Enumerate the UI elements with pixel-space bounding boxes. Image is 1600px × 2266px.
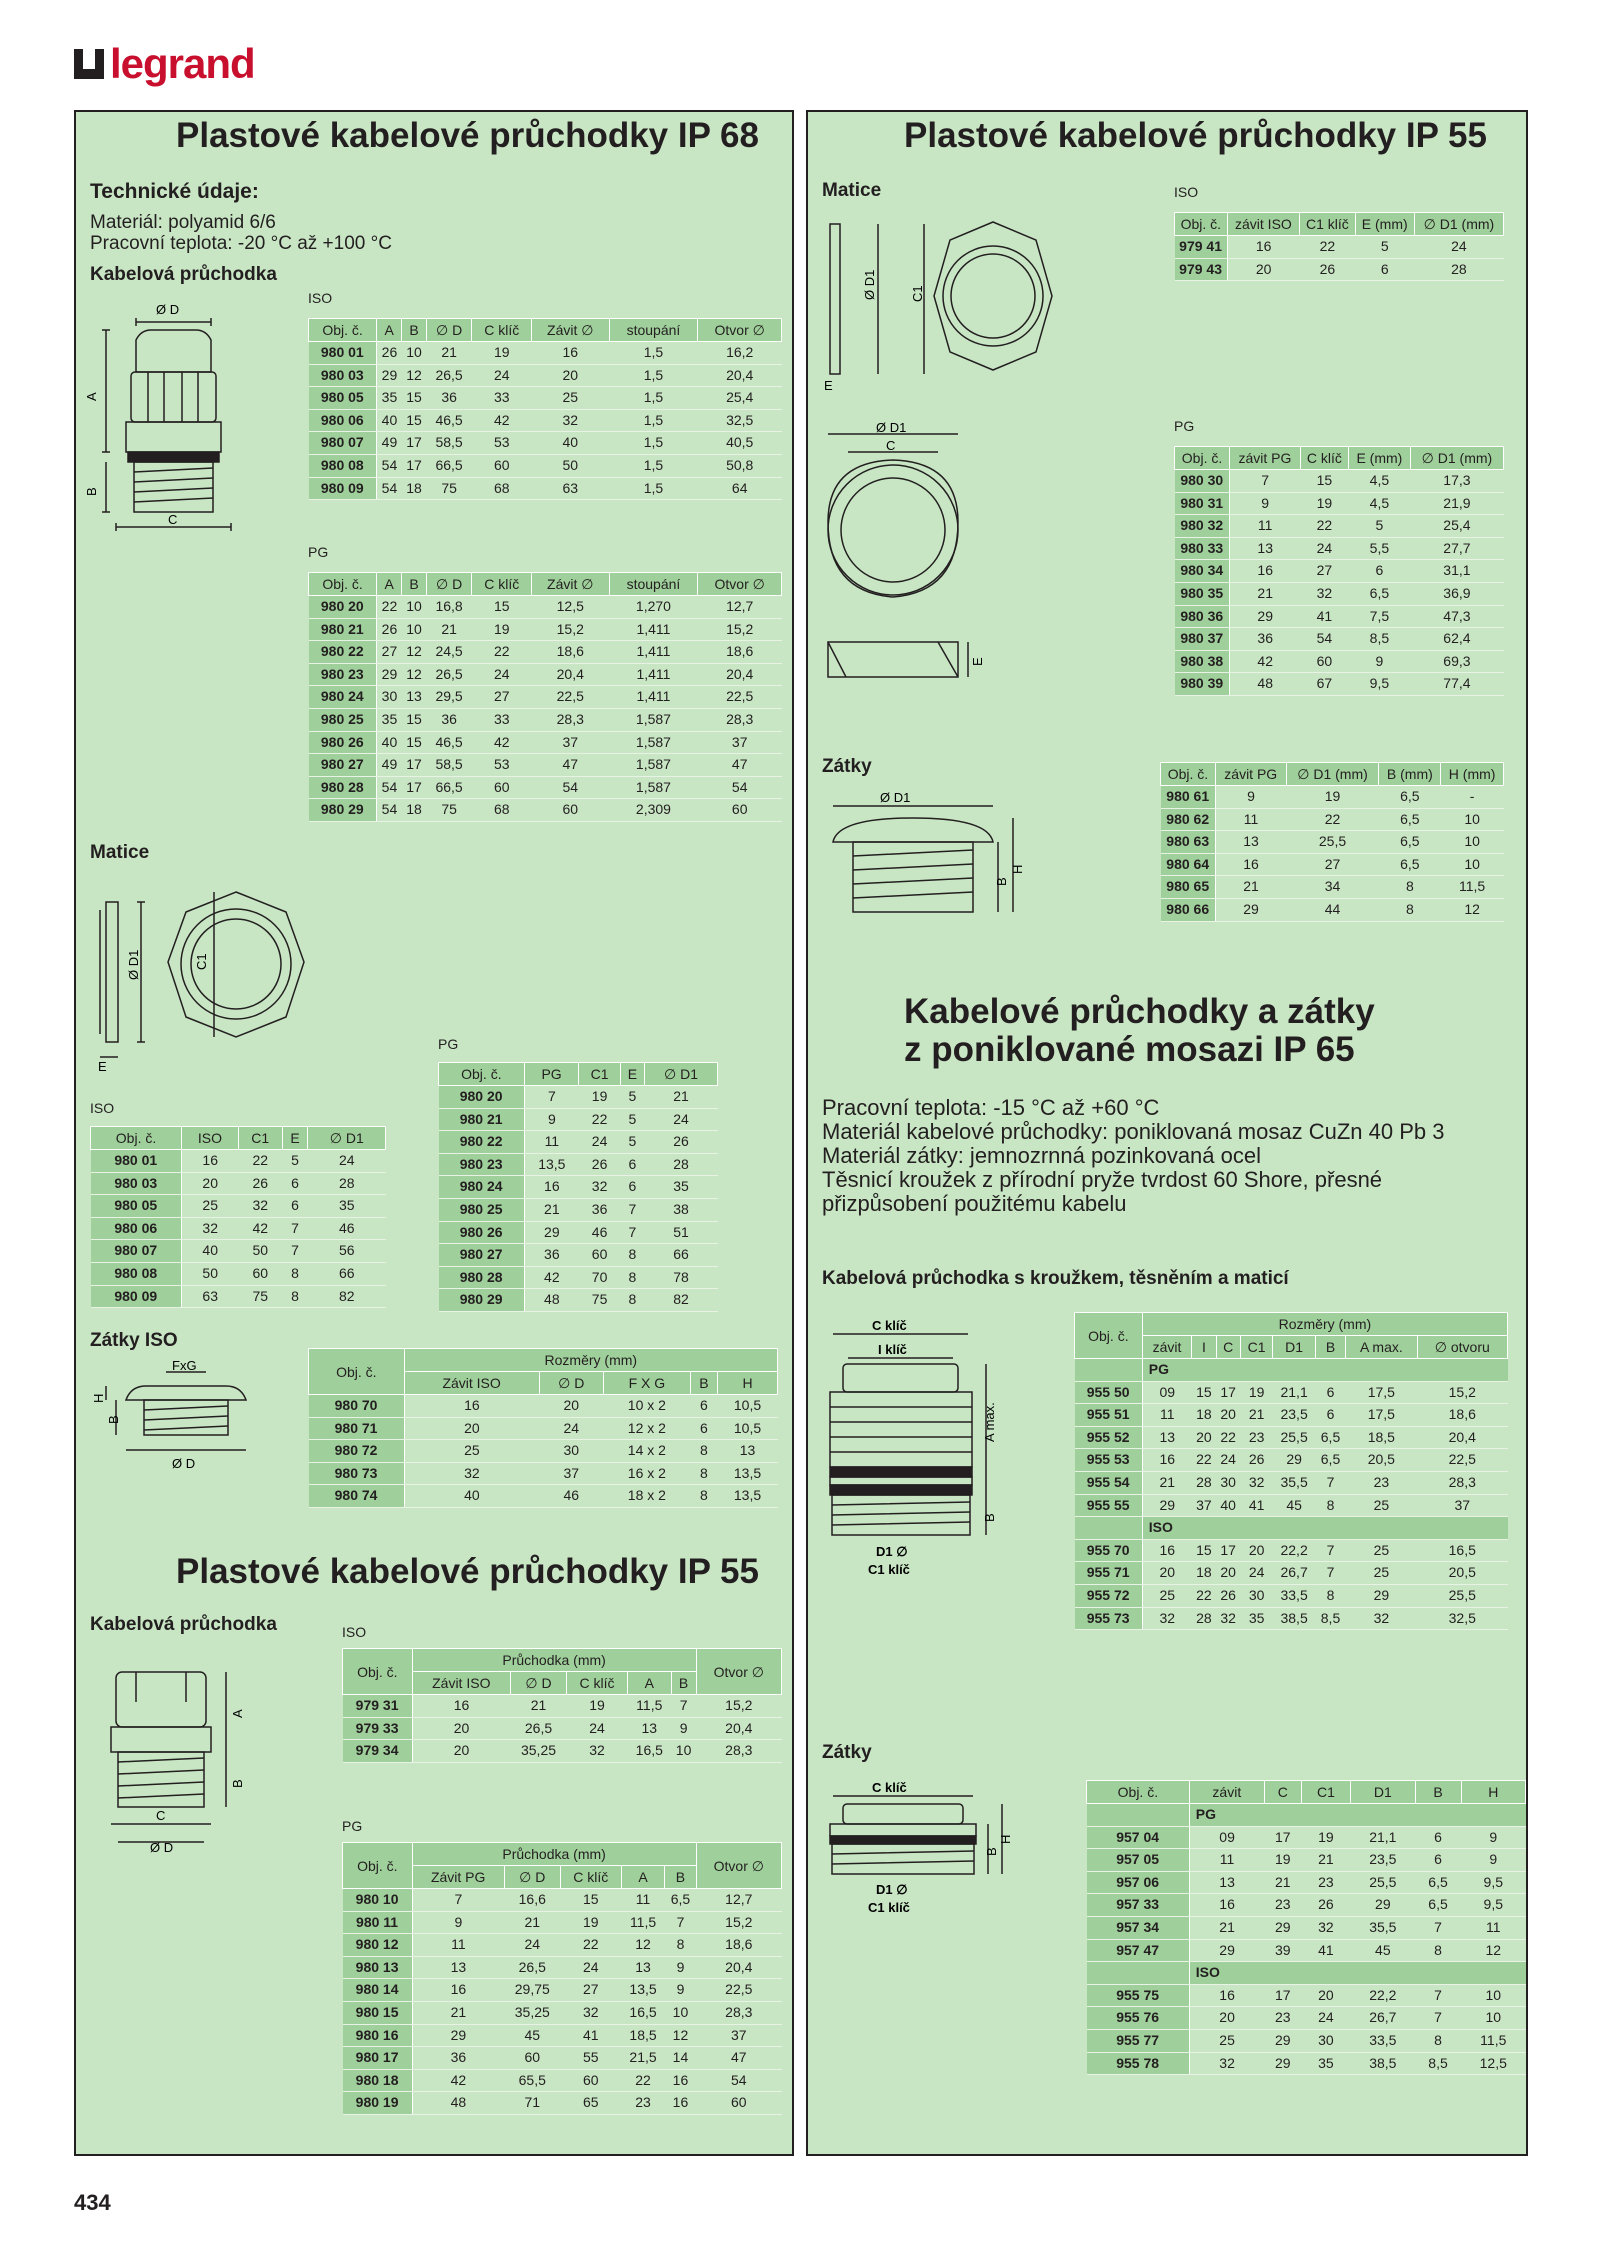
right-dim-c1: C1 (910, 285, 925, 302)
brass-p5: přizpůsobení použitému kabelu (822, 1191, 1127, 1216)
table-row: 980 28 42 70 8 78 (439, 1266, 718, 1289)
pg-nut-c: C (886, 438, 896, 453)
table-row: 980 71 20 24 12 x 2 6 10,5 (309, 1417, 778, 1440)
table-row: 955 70 16 15 17 20 22,2 7 25 16,5 (1075, 1539, 1508, 1562)
brass-p1: Pracovní teplota: -15 °C až +60 °C (822, 1095, 1160, 1120)
table-row: 980 26 40 15 46,5 42 37 1,587 37 (309, 731, 782, 754)
page-number: 434 (74, 2190, 111, 2215)
table-row: 980 38 42 60 9 69,3 (1175, 650, 1504, 673)
material-text: Materiál: polyamid 6/6 (90, 212, 276, 233)
table-row: 957 04 09 17 19 21,1 6 9 (1087, 1826, 1526, 1849)
table-row: 980 07 40 50 7 56 (91, 1240, 386, 1263)
nut-iso-label: ISO (90, 1100, 115, 1116)
table-row: 980 01 26 10 21 19 16 1,5 16,2 (309, 342, 782, 365)
plug-iso-table: Obj. č. Rozměry (mm) Závit ISO ∅ D F X G B H 980 70 16 20 10 x 2 6 10,5 980 71 20 24 12 x 2 6 10,5 980 72 25 30 14 x 2 8 13 980 73 32 37 16 x 2 8 13,5 980 74 40 46 18 x 2 8 13,5 (308, 1348, 778, 1508)
pg-nut-e: E (970, 657, 985, 666)
table-row: 980 21 9 22 5 24 (439, 1108, 718, 1131)
ip55-gland-heading: Kabelová průchodka (90, 1614, 277, 1635)
table-row: 980 26 29 46 7 51 (439, 1221, 718, 1244)
table-row: 980 29 54 18 75 68 60 2,309 60 (309, 799, 782, 822)
table-row: 980 27 49 17 58,5 53 47 1,587 47 (309, 754, 782, 777)
table-row: 980 15 21 35,25 32 16,5 10 28,3 (343, 2001, 782, 2024)
right-plug-drawing (818, 784, 1038, 934)
section-row: PG (1075, 1359, 1508, 1382)
section-row: ISO (1075, 1517, 1508, 1540)
table-row: 955 77 25 29 30 33,5 8 11,5 (1087, 2029, 1526, 2052)
right-plug-heading: Zátky (822, 756, 872, 777)
table-row: 980 17 36 60 55 21,5 14 47 (343, 2047, 782, 2070)
table-row: 980 06 32 42 7 46 (91, 1217, 386, 1240)
title-ip55-left: Plastové kabelové průchodky IP 55 (176, 1552, 759, 1591)
bplug-c1-klic: C1 klíč (868, 1900, 910, 1915)
nut-heading: Matice (90, 842, 150, 863)
gland-ip68-drawing (86, 292, 261, 592)
title-ip68: Plastové kabelové průchodky IP 68 (176, 116, 759, 155)
dim-a2-label: A (230, 1709, 245, 1718)
brass-p3: Materiál zátky: jemnozrnná pozinkovaná ocel (822, 1143, 1262, 1168)
table-row: 980 03 29 12 26,5 24 20 1,5 20,4 (309, 364, 782, 387)
dim-b2-label: B (106, 1415, 121, 1424)
bplug-h: H (998, 1834, 1013, 1844)
table-row: 980 05 35 15 36 33 25 1,5 25,4 (309, 387, 782, 410)
tech-heading: Technické údaje: (90, 180, 259, 203)
gland-ip55-drawing (86, 1652, 276, 1855)
brass-gland-table: Obj. č. Rozměry (mm) závit I C C1 D1 B A max. ∅ otvoru PG 955 50 09 15 17 19 21,1 6 17,5 15,2 955 51 11 18 20 21 23,5 6 17,5 18,6 955 52 13 20 22 23 25,5 6,5 18,5 20,4 955 53 16 22 24 26 29 6,5 20,5 22,5 955 54 21 28 30 32 35,5 7 23 28,3 955 55 29 37 40 41 45 8 25 37 ISO 955 70 16 15 17 20 22,2 7 25 16,5 955 71 20 18 20 24 26,7 7 25 20,5 955 72 25 22 26 30 33,5 8 29 25,5 955 73 32 28 32 35 38,5 8,5 32 32,5 (1074, 1312, 1508, 1630)
table-row: 980 20 22 10 16,8 15 12,5 1,270 12,7 (309, 596, 782, 619)
brass-plug-heading: Zátky (822, 1742, 872, 1763)
dim-b-label: B (84, 487, 99, 496)
table-row: 980 06 40 15 46,5 42 32 1,5 32,5 (309, 409, 782, 432)
right-pg-nut-drawing (818, 412, 998, 692)
table-row: 980 74 40 46 18 x 2 8 13,5 (309, 1485, 778, 1508)
brass-c-klic: C klíč (872, 1318, 907, 1333)
bplug-d1: D1 ∅ (876, 1882, 908, 1897)
table-row: 980 20 7 19 5 21 (439, 1086, 718, 1109)
table-row: 980 08 54 17 66,5 60 50 1,5 50,8 (309, 454, 782, 477)
right-dim-d1: Ø D1 (862, 269, 877, 300)
table-row: 980 22 11 24 5 26 (439, 1131, 718, 1154)
logo-text: legrand (110, 40, 255, 87)
gland-pg-table: Obj. č. A B ∅ D C klíč Závit ∅ stoupání Otvor ∅ 980 20 22 10 16,8 15 12,5 1,270 12,7 980 21 26 10 21 19 15,2 1,411 15,2 980 22 27 12 24,5 22 18,6 1,411 18,6 980 23 29 12 26,5 24 20,4 1,411 20,4 980 24 30 13 29,5 27 22,5 1,411 22,5 980 25 35 15 36 33 28,3 1,587 28,3 980 26 40 15 46,5 42 37 1,587 37 980 27 49 17 58,5 53 47 1,587 47 980 28 54 17 66,5 60 54 1,587 54 980 29 54 18 75 68 60 2,309 60 (308, 572, 782, 822)
right-nut-heading: Matice (822, 180, 882, 201)
table-row: 955 53 16 22 24 26 29 6,5 20,5 22,5 (1075, 1449, 1508, 1472)
section-row: PG (1087, 1804, 1526, 1827)
pg-label: PG (308, 544, 329, 560)
right-nut-drawing (818, 204, 1068, 394)
table-row: 980 09 54 18 75 68 63 1,5 64 (309, 477, 782, 500)
table-row: 957 06 13 21 23 25,5 6,5 9,5 (1087, 1871, 1526, 1894)
right-plug-b: B (994, 877, 1009, 886)
table-row: 980 03 20 26 6 28 (91, 1172, 386, 1195)
table-row: 980 35 21 32 6,5 36,9 (1175, 582, 1504, 605)
title-ip55-right: Plastové kabelové průchodky IP 55 (904, 116, 1487, 155)
table-row: 957 47 29 39 41 45 8 12 (1087, 1939, 1526, 1962)
table-row: 980 13 13 26,5 24 13 9 20,4 (343, 1956, 782, 1979)
table-row: 980 73 32 37 16 x 2 8 13,5 (309, 1462, 778, 1485)
table-row: 980 16 29 45 41 18,5 12 37 (343, 2024, 782, 2047)
table-row: 979 31 16 21 19 11,5 7 15,2 (343, 1695, 782, 1718)
table-row: 979 43 20 26 6 28 (1175, 258, 1504, 281)
bplug-b: B (984, 1847, 999, 1856)
brass-plug-drawing (818, 1774, 1028, 1924)
table-row: 980 21 26 10 21 19 15,2 1,411 15,2 (309, 618, 782, 641)
left-panel (74, 110, 794, 2156)
right-nut-pg-table: Obj. č. závit PG C klíč E (mm) ∅ D1 (mm) 980 30 7 15 4,5 17,3 980 31 9 19 4,5 21,9 980 32 11 22 5 25,4 980 33 13 24 5,5 27,7 980 34 16 27 6 31,1 980 35 21 32 6,5 36,9 980 36 29 41 7,5 47,3 980 37 36 54 8,5 62,4 980 38 42 60 9 69,3 980 39 48 67 9,5 77,4 (1174, 446, 1504, 696)
table-row: 980 70 16 20 10 x 2 6 10,5 (309, 1395, 778, 1418)
right-dim-e: E (824, 378, 833, 393)
table-row: 955 71 20 18 20 24 26,7 7 25 20,5 (1075, 1562, 1508, 1585)
ip55-pg-label: PG (342, 1818, 363, 1834)
dim-b3-label: B (230, 1779, 245, 1788)
right-pg-label: PG (1174, 418, 1195, 434)
table-row: 955 78 32 29 35 38,5 8,5 12,5 (1087, 2052, 1526, 2075)
table-row: 980 23 13,5 26 6 28 (439, 1153, 718, 1176)
table-row: 955 50 09 15 17 19 21,1 6 17,5 15,2 (1075, 1381, 1508, 1404)
plug-iso-heading: Zátky ISO (90, 1330, 178, 1351)
nut-drawing (86, 872, 326, 1072)
brass-gland-heading: Kabelová průchodka s kroužkem, těsněním a maticí (822, 1268, 1289, 1289)
table-row: 980 22 27 12 24,5 22 18,6 1,411 18,6 (309, 641, 782, 664)
brass-d1: D1 ∅ (876, 1544, 908, 1559)
table-row: 980 08 50 60 8 66 (91, 1262, 386, 1285)
right-plug-h: H (1010, 864, 1025, 874)
table-row: 980 25 21 36 7 38 (439, 1198, 718, 1221)
table-row: 957 05 11 19 21 23,5 6 9 (1087, 1849, 1526, 1872)
legrand-logo (74, 40, 255, 88)
table-row: 980 01 16 22 5 24 (91, 1150, 386, 1173)
iso-label: ISO (308, 290, 333, 306)
dim-c-label: C (168, 512, 178, 527)
temperature-text: Pracovní teplota: -20 °C až +100 °C (90, 233, 392, 254)
table-row: 980 62 11 22 6,5 10 (1161, 808, 1504, 831)
dim-d3-label: Ø D (150, 1840, 174, 1855)
table-row: 980 61 9 19 6,5 - (1161, 786, 1504, 809)
dim-a-label: A (84, 392, 99, 401)
table-row: 980 07 49 17 58,5 53 40 1,5 40,5 (309, 432, 782, 455)
table-row: 980 28 54 17 66,5 60 54 1,587 54 (309, 776, 782, 799)
brass-title-2: z poniklované mosazi IP 65 (904, 1030, 1355, 1069)
table-row: 980 29 48 75 8 82 (439, 1289, 718, 1312)
logo-mark (74, 49, 104, 79)
brass-gland-drawing (818, 1312, 1018, 1582)
table-row: 980 32 11 22 5 25,4 (1175, 515, 1504, 538)
dim-h-label: H (91, 1393, 106, 1403)
table-row: 979 41 16 22 5 24 (1175, 236, 1504, 259)
table-row: 980 72 25 30 14 x 2 8 13 (309, 1440, 778, 1463)
table-row: 955 72 25 22 26 30 33,5 8 29 25,5 (1075, 1584, 1508, 1607)
table-row: 980 23 29 12 26,5 24 20,4 1,411 20,4 (309, 663, 782, 686)
table-row: 980 33 13 24 5,5 27,7 (1175, 537, 1504, 560)
right-plug-table: Obj. č. závit PG ∅ D1 (mm) B (mm) H (mm) 980 61 9 19 6,5 - 980 62 11 22 6,5 10 980 63 13 25,5 6,5 10 980 64 16 27 6,5 10 980 65 21 34 8 11,5 980 66 29 44 8 12 (1160, 762, 1504, 922)
bplug-c-klic: C klíč (872, 1780, 907, 1795)
nut-iso-table: Obj. č. ISO C1 E ∅ D1 980 01 16 22 5 24 980 03 20 26 6 28 980 05 25 32 6 35 980 06 32 42 7 46 980 07 40 50 7 56 980 08 50 60 8 66 980 09 63 75 8 82 (90, 1126, 386, 1308)
brass-p4: Těsnicí kroužek z přírodní pryže tvrdost 60 Shore, přesné (822, 1167, 1383, 1192)
right-nut-iso-table: Obj. č. závit ISO C1 klíč E (mm) ∅ D1 (mm) 979 41 16 22 5 24 979 43 20 26 6 28 (1174, 212, 1504, 281)
table-row: 955 54 21 28 30 32 35,5 7 23 28,3 (1075, 1471, 1508, 1494)
dim-c1-label: C1 (194, 953, 209, 970)
table-row: 980 31 9 19 4,5 21,9 (1175, 492, 1504, 515)
table-row: 980 39 48 67 9,5 77,4 (1175, 673, 1504, 696)
table-row: 980 63 13 25,5 6,5 10 (1161, 831, 1504, 854)
table-row: 980 36 29 41 7,5 47,3 (1175, 605, 1504, 628)
table-row: 980 11 9 21 19 11,5 7 15,2 (343, 1911, 782, 1934)
ip55-pg-table: Obj. č. Průchodka (mm) Otvor ∅ Závit PG ∅ D C klíč A B 980 10 7 16,6 15 11 6,5 12,7 980 11 9 21 19 11,5 7 15,2 980 12 11 24 22 12 8 18,6 980 13 13 26,5 24 13 9 20,4 980 14 16 29,75 27 13,5 9 22,5 980 15 21 35,25 32 16,5 10 28,3 980 16 29 45 41 18,5 12 37 980 17 36 60 55 21,5 14 47 980 18 42 65,5 60 22 16 54 980 19 48 71 65 23 16 60 (342, 1842, 782, 2115)
section-row: ISO (1087, 1962, 1526, 1985)
brass-i-klic: I klíč (878, 1342, 907, 1357)
brass-c1-klic: C1 klíč (868, 1562, 910, 1577)
brass-plug-table: Obj. č. závit C C1 D1 B H PG 957 04 09 17 19 21,1 6 9 957 05 11 19 21 23,5 6 9 957 06 13 21 23 25,5 6,5 9,5 957 33 16 23 26 29 6,5 9,5 957 34 21 29 32 35,5 7 11 957 47 29 39 41 45 8 12 ISO 955 75 16 17 20 22,2 7 10 955 76 20 23 24 26,7 7 10 955 77 25 29 30 33,5 8 11,5 955 78 32 29 35 38,5 8,5 12,5 (1086, 1780, 1526, 2075)
table-row: 980 19 48 71 65 23 16 60 (343, 2092, 782, 2115)
ip55-iso-table: Obj. č. Průchodka (mm) Otvor ∅ Závit ISO ∅ D C klíč A B 979 31 16 21 19 11,5 7 15,2 979 33 20 26,5 24 13 9 20,4 979 34 20 35,25 32 16,5 10 28,3 (342, 1648, 782, 1763)
table-row: 980 37 36 54 8,5 62,4 (1175, 628, 1504, 651)
table-row: 955 73 32 28 32 35 38,5 8,5 32 32,5 (1075, 1607, 1508, 1630)
brass-a-max: A max. (982, 1402, 997, 1442)
table-row: 980 65 21 34 8 11,5 (1161, 876, 1504, 899)
table-row: 980 30 7 15 4,5 17,3 (1175, 470, 1504, 493)
table-row: 980 18 42 65,5 60 22 16 54 (343, 2069, 782, 2092)
nut-pg-label: PG (438, 1036, 459, 1052)
table-row: 980 14 16 29,75 27 13,5 9 22,5 (343, 1979, 782, 2002)
ip55-iso-label: ISO (342, 1624, 367, 1640)
table-row: 980 34 16 27 6 31,1 (1175, 560, 1504, 583)
table-row: 979 34 20 35,25 32 16,5 10 28,3 (343, 1740, 782, 1763)
table-row: 955 52 13 20 22 23 25,5 6,5 18,5 20,4 (1075, 1426, 1508, 1449)
right-plug-d1: Ø D1 (880, 790, 911, 805)
table-row: 957 34 21 29 32 35,5 7 11 (1087, 1916, 1526, 1939)
table-row: 980 66 29 44 8 12 (1161, 898, 1504, 921)
dim-d-label: Ø D (156, 302, 180, 317)
gland-heading: Kabelová průchodka (90, 264, 277, 285)
pg-nut-d1: Ø D1 (876, 420, 907, 435)
dim-e-label: E (98, 1059, 107, 1074)
table-row: 955 75 16 17 20 22,2 7 10 (1087, 1984, 1526, 2007)
table-row: 980 24 16 32 6 35 (439, 1176, 718, 1199)
table-row: 980 12 11 24 22 12 8 18,6 (343, 1934, 782, 1957)
table-row: 980 09 63 75 8 82 (91, 1285, 386, 1308)
table-row: 980 27 36 60 8 66 (439, 1244, 718, 1267)
brass-b: B (982, 1513, 997, 1522)
table-row: 980 10 7 16,6 15 11 6,5 12,7 (343, 1889, 782, 1912)
table-row: 980 05 25 32 6 35 (91, 1195, 386, 1218)
table-row: 955 55 29 37 40 41 45 8 25 37 (1075, 1494, 1508, 1517)
table-row: 979 33 20 26,5 24 13 9 20,4 (343, 1717, 782, 1740)
nut-pg-table: Obj. č. PG C1 E ∅ D1 980 20 7 19 5 21 980 21 9 22 5 24 980 22 11 24 5 26 980 23 13,5 26 6 28 980 24 16 32 6 35 980 25 21 36 7 38 980 26 29 46 7 51 980 27 36 60 8 66 980 28 42 70 8 78 980 29 48 75 8 82 (438, 1062, 718, 1312)
brass-p2: Materiál kabelové průchodky: poniklovaná mosaz CuZn 40 Pb 3 (822, 1119, 1445, 1144)
dim-c2-label: C (156, 1808, 166, 1823)
right-panel (806, 110, 1528, 2156)
gland-iso-table: Obj. č. A B ∅ D C klíč Závit ∅ stoupání Otvor ∅ 980 01 26 10 21 19 16 1,5 16,2 980 03 29 12 26,5 24 20 1,5 20,4 980 05 35 15 36 33 25 1,5 25,4 980 06 40 15 46,5 42 32 1,5 32,5 980 07 49 17 58,5 53 40 1,5 40,5 980 08 54 17 66,5 60 50 1,5 50,8 980 09 54 18 75 68 63 1,5 64 (308, 318, 782, 500)
dim-d1-label: Ø D1 (126, 949, 141, 980)
table-row: 955 51 11 18 20 21 23,5 6 17,5 18,6 (1075, 1404, 1508, 1427)
table-row: 955 76 20 23 24 26,7 7 10 (1087, 2007, 1526, 2030)
dim-d2-label: Ø D (172, 1456, 196, 1471)
table-row: 980 24 30 13 29,5 27 22,5 1,411 22,5 (309, 686, 782, 709)
dim-fxg-label: FxG (172, 1358, 197, 1373)
table-row: 980 25 35 15 36 33 28,3 1,587 28,3 (309, 708, 782, 731)
table-row: 957 33 16 23 26 29 6,5 9,5 (1087, 1894, 1526, 1917)
brass-title-1: Kabelové průchodky a zátky (904, 992, 1375, 1031)
right-iso-label: ISO (1174, 184, 1199, 200)
table-row: 980 64 16 27 6,5 10 (1161, 853, 1504, 876)
plug-iso-drawing (86, 1360, 286, 1480)
